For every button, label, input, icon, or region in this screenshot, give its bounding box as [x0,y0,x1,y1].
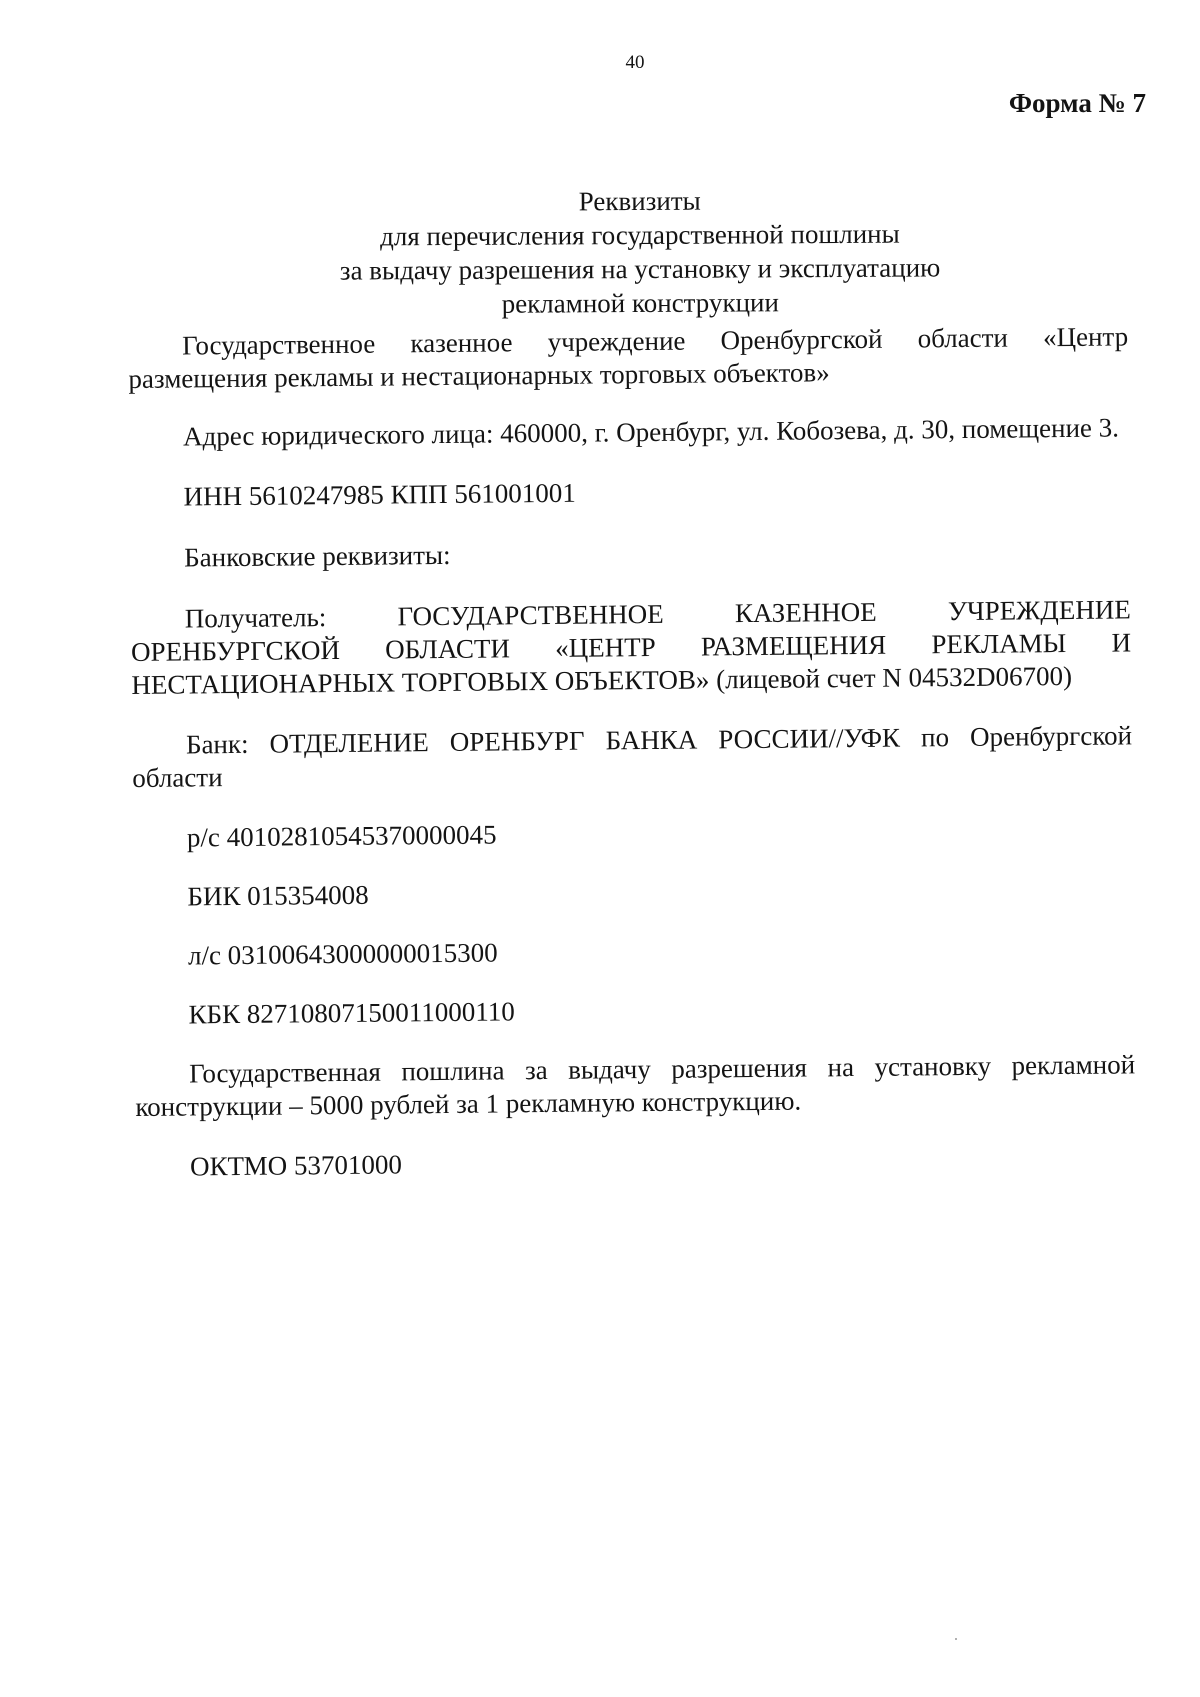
title-line-1: Реквизиты [578,185,701,217]
form-number: Форма № 7 [1008,88,1146,118]
title-line-3: за выдачу разрешения на установку и эксплуатацию [339,252,941,286]
state-fee: Государственная пошлина за выдачу разрешения на установку рекламной конструкции – 5000 рублей за 1 рекламную конструкцию. [135,1049,1136,1122]
document-body [128,320,1136,1210]
oktmo: ОКТМО 53701000 [189,1149,403,1182]
legal-address: Адрес юридического лица: 460000, г. Оренбург, ул. Кобозева, д. 30, помещение 3. [182,412,1120,452]
personal-account: л/с 03100643000000015300 [187,937,498,971]
bank-details-heading: Банковские реквизиты: [184,539,451,573]
inn-kpp: ИНН 5610247985 КПП 561001001 [183,477,576,512]
title-line-2: для перечисления государственной пошлины [380,218,900,252]
bik: БИК 015354008 [187,879,369,912]
bank-name: Банк: ОТДЕЛЕНИЕ ОРЕНБУРГ БАНКА РОССИИ//УФК по Оренбургской области [132,720,1133,793]
settlement-account: р/с 40102810545370000045 [186,819,497,853]
organization-name: Государственное казенное учреждение Оренбургской области «Центр размещения рекламы и нестационарных торговых объектов» [128,321,1129,394]
document-title [230,182,1051,322]
page-number: 40 [625,52,645,73]
scan-speck [955,1638,957,1640]
kbk: КБК 82710807150011000110 [188,996,515,1030]
recipient: Получатель: ГОСУДАРСТВЕННОЕ КАЗЕННОЕ УЧРЕЖДЕНИЕ ОРЕНБУРГСКОЙ ОБЛАСТИ «ЦЕНТР РАЗМЕЩЕНИЯ РЕКЛАМЫ И НЕСТАЦИОНАРНЫХ ТОРГОВЫХ ОБЪЕКТОВ» (лицевой счет N 04532D06700) [130,594,1132,700]
title-line-4: рекламной конструкции [501,287,779,319]
